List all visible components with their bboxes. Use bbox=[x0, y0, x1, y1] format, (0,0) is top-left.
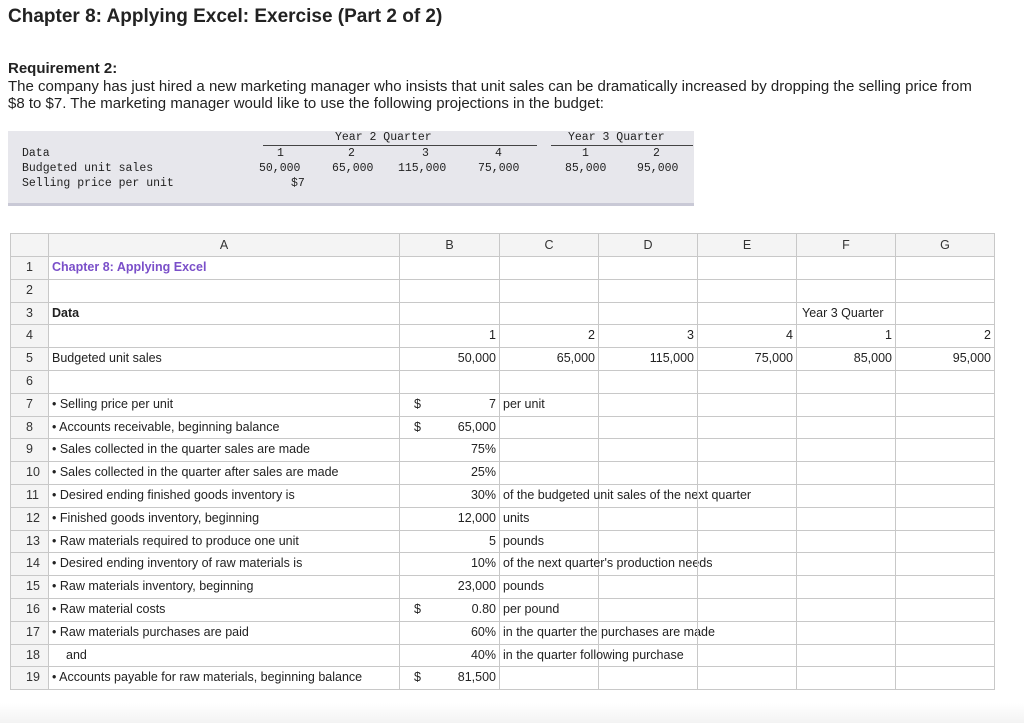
row-header[interactable]: 8 bbox=[10, 417, 49, 440]
cell-c19[interactable] bbox=[500, 667, 599, 690]
projection-quarter: 1 bbox=[582, 147, 589, 160]
cell-c1[interactable] bbox=[500, 257, 599, 280]
page-title: Chapter 8: Applying Excel: Exercise (Part 2 of 2) bbox=[8, 6, 443, 27]
cell-b17[interactable]: 60% bbox=[400, 622, 500, 645]
row-header[interactable]: 7 bbox=[10, 394, 49, 417]
projection-sales-value: 95,000 bbox=[637, 162, 679, 175]
cell-b2[interactable] bbox=[400, 280, 500, 303]
cell-d5[interactable]: 115,000 bbox=[599, 348, 698, 371]
cell-c3[interactable] bbox=[500, 303, 599, 326]
cell-f9[interactable] bbox=[797, 439, 896, 462]
projection-price-label: Selling price per unit bbox=[22, 177, 174, 190]
cell-e19[interactable] bbox=[698, 667, 797, 690]
cell-c6[interactable] bbox=[500, 371, 599, 394]
cell-f5[interactable]: 85,000 bbox=[797, 348, 896, 371]
cell-g14[interactable] bbox=[896, 553, 995, 576]
cell-g3[interactable] bbox=[896, 303, 995, 326]
cell-f19[interactable] bbox=[797, 667, 896, 690]
column-header-b[interactable]: B bbox=[400, 233, 500, 257]
cell-g5[interactable]: 95,000 bbox=[896, 348, 995, 371]
column-header-g[interactable]: G bbox=[896, 233, 995, 257]
cell-a5[interactable]: Budgeted unit sales bbox=[49, 348, 400, 371]
cell-g13[interactable] bbox=[896, 531, 995, 554]
cell-g16[interactable] bbox=[896, 599, 995, 622]
cell-b19[interactable]: 81,500 bbox=[400, 667, 500, 690]
cell-a4[interactable] bbox=[49, 325, 400, 348]
cell-a15[interactable]: • Raw materials inventory, beginning bbox=[49, 576, 400, 599]
cell-g17[interactable] bbox=[896, 622, 995, 645]
cell-g12[interactable] bbox=[896, 508, 995, 531]
cell-d7[interactable] bbox=[599, 394, 698, 417]
cell-g6[interactable] bbox=[896, 371, 995, 394]
cell-c4[interactable]: 2 bbox=[500, 325, 599, 348]
projection-quarter: 3 bbox=[422, 147, 429, 160]
cell-d6[interactable] bbox=[599, 371, 698, 394]
year3-rule bbox=[551, 145, 693, 146]
column-header-a[interactable]: A bbox=[49, 233, 400, 257]
cell-d12[interactable] bbox=[599, 508, 698, 531]
cell-d14[interactable] bbox=[599, 553, 698, 576]
row-header[interactable]: 18 bbox=[10, 645, 49, 668]
cell-e1[interactable] bbox=[698, 257, 797, 280]
cell-a10[interactable]: • Sales collected in the quarter after sales are made bbox=[49, 462, 400, 485]
cell-b13[interactable]: 5 bbox=[400, 531, 500, 554]
cell-b4[interactable]: 1 bbox=[400, 325, 500, 348]
row-header[interactable]: 16 bbox=[10, 599, 49, 622]
cell-a19[interactable]: • Accounts payable for raw materials, beginning balance bbox=[49, 667, 400, 690]
bottom-fade bbox=[0, 703, 1024, 723]
row-header[interactable]: 13 bbox=[10, 531, 49, 554]
cell-f8[interactable] bbox=[797, 417, 896, 440]
cell-a17[interactable]: • Raw materials purchases are paid bbox=[49, 622, 400, 645]
cell-f7[interactable] bbox=[797, 394, 896, 417]
cell-e14[interactable] bbox=[698, 553, 797, 576]
cell-c16[interactable]: per pound bbox=[500, 599, 599, 622]
cell-d19[interactable] bbox=[599, 667, 698, 690]
row-header[interactable]: 15 bbox=[10, 576, 49, 599]
cell-c8[interactable] bbox=[500, 417, 599, 440]
cell-g9[interactable] bbox=[896, 439, 995, 462]
cell-d15[interactable] bbox=[599, 576, 698, 599]
row-header[interactable]: 5 bbox=[10, 348, 49, 371]
cell-g2[interactable] bbox=[896, 280, 995, 303]
row-header[interactable]: 3 bbox=[10, 303, 49, 326]
cell-a18[interactable]: and bbox=[49, 645, 400, 668]
row-header[interactable]: 17 bbox=[10, 622, 49, 645]
row-header[interactable]: 2 bbox=[10, 280, 49, 303]
year3-quarter-label: Year 3 Quarter bbox=[568, 131, 665, 144]
row-header[interactable]: 4 bbox=[10, 325, 49, 348]
year2-quarter-label: Year 2 Quarter bbox=[335, 131, 432, 144]
cell-g18[interactable] bbox=[896, 645, 995, 668]
projection-quarter: 4 bbox=[495, 147, 502, 160]
projection-sales-value: 75,000 bbox=[478, 162, 520, 175]
cell-b9[interactable]: 75% bbox=[400, 439, 500, 462]
cell-e17[interactable] bbox=[698, 622, 797, 645]
column-header-d[interactable]: D bbox=[599, 233, 698, 257]
row-header[interactable]: 9 bbox=[10, 439, 49, 462]
cell-b14[interactable]: 10% bbox=[400, 553, 500, 576]
cell-e10[interactable] bbox=[698, 462, 797, 485]
cell-a13[interactable]: • Raw materials required to produce one unit bbox=[49, 531, 400, 554]
column-header-f[interactable]: F bbox=[797, 233, 896, 257]
cell-c5[interactable]: 65,000 bbox=[500, 348, 599, 371]
cell-g8[interactable] bbox=[896, 417, 995, 440]
projection-table bbox=[8, 131, 694, 206]
cell-a6[interactable] bbox=[49, 371, 400, 394]
cell-g11[interactable] bbox=[896, 485, 995, 508]
cell-b10[interactable]: 25% bbox=[400, 462, 500, 485]
currency-symbol: $ bbox=[414, 419, 421, 434]
cell-f6[interactable] bbox=[797, 371, 896, 394]
cell-f12[interactable] bbox=[797, 508, 896, 531]
cell-c15[interactable]: pounds bbox=[500, 576, 599, 599]
cell-g1[interactable] bbox=[896, 257, 995, 280]
cell-e2[interactable] bbox=[698, 280, 797, 303]
cell-b15[interactable]: 23,000 bbox=[400, 576, 500, 599]
cell-c14[interactable]: of the next quarter's production needs bbox=[500, 553, 599, 576]
cell-g7[interactable] bbox=[896, 394, 995, 417]
cell-f18[interactable] bbox=[797, 645, 896, 668]
cell-f17[interactable] bbox=[797, 622, 896, 645]
cell-d17[interactable] bbox=[599, 622, 698, 645]
projection-quarter: 2 bbox=[653, 147, 660, 160]
requirement-text: The company has just hired a new marketing manager who insists that unit sales can be dramatically increased by dropping the selling price from $8 to $7. The marketing manager would like to use the following projections in the budget: bbox=[8, 78, 972, 112]
cell-d1[interactable] bbox=[599, 257, 698, 280]
cell-e5[interactable]: 75,000 bbox=[698, 348, 797, 371]
cell-b18[interactable]: 40% bbox=[400, 645, 500, 668]
cell-f11[interactable] bbox=[797, 485, 896, 508]
projection-sales-value: 50,000 bbox=[259, 162, 301, 175]
cell-d10[interactable] bbox=[599, 462, 698, 485]
cell-g10[interactable] bbox=[896, 462, 995, 485]
cell-e12[interactable] bbox=[698, 508, 797, 531]
year2-rule bbox=[263, 145, 537, 146]
cell-b12[interactable]: 12,000 bbox=[400, 508, 500, 531]
projection-sales-value: 85,000 bbox=[565, 162, 607, 175]
cell-e15[interactable] bbox=[698, 576, 797, 599]
column-header-e[interactable]: E bbox=[698, 233, 797, 257]
projection-price-value: $7 bbox=[291, 177, 305, 190]
cell-f1[interactable] bbox=[797, 257, 896, 280]
cell-b7[interactable]: 7 bbox=[400, 394, 500, 417]
row-header[interactable]: 19 bbox=[10, 667, 49, 690]
cell-f14[interactable] bbox=[797, 553, 896, 576]
cell-d18[interactable] bbox=[599, 645, 698, 668]
cell-a2[interactable] bbox=[49, 280, 400, 303]
cell-a8[interactable]: • Accounts receivable, beginning balance bbox=[49, 417, 400, 440]
cell-c18[interactable]: in the quarter following purchase bbox=[500, 645, 599, 668]
cell-d2[interactable] bbox=[599, 280, 698, 303]
cell-b6[interactable] bbox=[400, 371, 500, 394]
cell-g4[interactable]: 2 bbox=[896, 325, 995, 348]
cell-d3[interactable] bbox=[599, 303, 698, 326]
cell-b8[interactable]: 65,000 bbox=[400, 417, 500, 440]
cell-e3[interactable] bbox=[698, 303, 797, 326]
row-header[interactable]: 10 bbox=[10, 462, 49, 485]
cell-d16[interactable] bbox=[599, 599, 698, 622]
cell-f13[interactable] bbox=[797, 531, 896, 554]
currency-symbol: $ bbox=[414, 670, 421, 685]
cell-d9[interactable] bbox=[599, 439, 698, 462]
cell-c2[interactable] bbox=[500, 280, 599, 303]
cell-c11[interactable]: of the budgeted unit sales of the next quarter bbox=[500, 485, 599, 508]
cell-e7[interactable] bbox=[698, 394, 797, 417]
cell-e8[interactable] bbox=[698, 417, 797, 440]
cell-d11[interactable] bbox=[599, 485, 698, 508]
cell-c17[interactable]: in the quarter the purchases are made bbox=[500, 622, 599, 645]
cell-f2[interactable] bbox=[797, 280, 896, 303]
cell-c7[interactable]: per unit bbox=[500, 394, 599, 417]
cell-b3[interactable] bbox=[400, 303, 500, 326]
currency-symbol: $ bbox=[414, 396, 421, 411]
requirement-heading: Requirement 2: bbox=[8, 60, 118, 77]
projection-sales-label: Budgeted unit sales bbox=[22, 162, 154, 175]
projection-quarter: 1 bbox=[277, 147, 284, 160]
cell-g15[interactable] bbox=[896, 576, 995, 599]
cell-f3[interactable]: Year 3 Quarter bbox=[797, 303, 896, 326]
cell-a11[interactable]: • Desired ending finished goods inventory is bbox=[49, 485, 400, 508]
cell-a16[interactable]: • Raw material costs bbox=[49, 599, 400, 622]
corner-cell[interactable] bbox=[10, 233, 49, 257]
cell-a3[interactable]: Data bbox=[49, 303, 400, 326]
cell-d4[interactable]: 3 bbox=[599, 325, 698, 348]
cell-e4[interactable]: 4 bbox=[698, 325, 797, 348]
cell-a7[interactable]: • Selling price per unit bbox=[49, 394, 400, 417]
cell-c12[interactable]: units bbox=[500, 508, 599, 531]
cell-e18[interactable] bbox=[698, 645, 797, 668]
cell-f4[interactable]: 1 bbox=[797, 325, 896, 348]
cell-c10[interactable] bbox=[500, 462, 599, 485]
projection-sales-value: 115,000 bbox=[398, 162, 447, 175]
row-header[interactable]: 11 bbox=[10, 485, 49, 508]
cell-b1[interactable] bbox=[400, 257, 500, 280]
cell-d8[interactable] bbox=[599, 417, 698, 440]
column-header-c[interactable]: C bbox=[500, 233, 599, 257]
cell-a14[interactable]: • Desired ending inventory of raw materials is bbox=[49, 553, 400, 576]
cell-e9[interactable] bbox=[698, 439, 797, 462]
cell-c9[interactable] bbox=[500, 439, 599, 462]
cell-b16[interactable]: 0.80 bbox=[400, 599, 500, 622]
cell-f16[interactable] bbox=[797, 599, 896, 622]
row-header[interactable]: 1 bbox=[10, 257, 49, 280]
cell-f15[interactable] bbox=[797, 576, 896, 599]
cell-e13[interactable] bbox=[698, 531, 797, 554]
projection-quarter: 2 bbox=[348, 147, 355, 160]
projection-sales-value: 65,000 bbox=[332, 162, 374, 175]
cell-e6[interactable] bbox=[698, 371, 797, 394]
projection-data-label: Data bbox=[22, 147, 50, 160]
cell-a9[interactable]: • Sales collected in the quarter sales are made bbox=[49, 439, 400, 462]
cell-e11[interactable] bbox=[698, 485, 797, 508]
row-header[interactable]: 12 bbox=[10, 508, 49, 531]
cell-b5[interactable]: 50,000 bbox=[400, 348, 500, 371]
cell-g19[interactable] bbox=[896, 667, 995, 690]
cell-a1[interactable]: Chapter 8: Applying Excel bbox=[49, 257, 400, 280]
cell-f10[interactable] bbox=[797, 462, 896, 485]
cell-d13[interactable] bbox=[599, 531, 698, 554]
cell-a12[interactable]: • Finished goods inventory, beginning bbox=[49, 508, 400, 531]
currency-symbol: $ bbox=[414, 602, 421, 616]
row-header[interactable]: 14 bbox=[10, 553, 49, 576]
cell-c13[interactable]: pounds bbox=[500, 531, 599, 554]
cell-b11[interactable]: 30% bbox=[400, 485, 500, 508]
row-header[interactable]: 6 bbox=[10, 371, 49, 394]
cell-e16[interactable] bbox=[698, 599, 797, 622]
